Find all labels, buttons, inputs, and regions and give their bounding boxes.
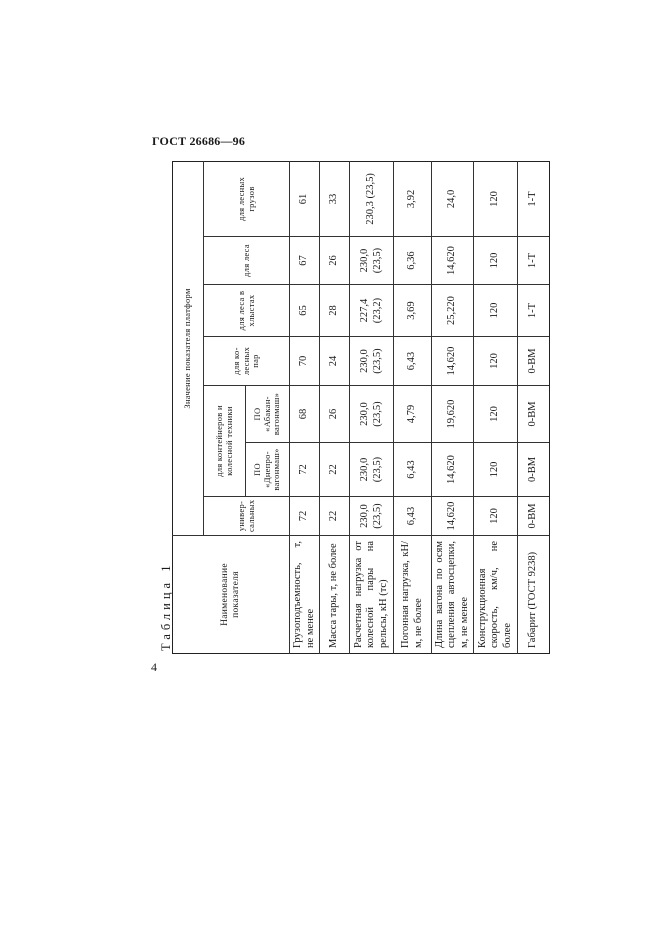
table-cell: 0-ВМ [518,386,550,443]
table-cell: 6,43 [394,337,432,386]
page-number: 4 [151,660,157,674]
table-cell: 1-Т [518,161,550,236]
table-cell: 14,620 [432,497,474,536]
table-cell: 230,0 (23,5) [350,497,394,536]
table-cell: 0-ВМ [518,337,550,386]
rotated-table-container [172,162,539,654]
table-cell: 6,43 [394,497,432,536]
table-cell: 22 [320,497,350,536]
column-header-platform-values: Значение показателя платформ [173,161,204,535]
table-cell: 65 [290,285,320,337]
table-cell: 70 [290,337,320,386]
row-name-gauge: Габарит (ГОСТ 9238) [518,536,550,654]
row-name-design-speed: Конструкционная скорость, км/ч, не более [474,536,518,654]
table-cell: 14,620 [432,337,474,386]
table-cell: 14,620 [432,237,474,285]
table-cell: 120 [474,443,518,497]
table-cell: 72 [290,443,320,497]
table-cell: 230,0 (23,5) [350,237,394,285]
table-row [320,161,350,653]
table-cell: 1-Т [518,285,550,337]
column-header-timber-classes: для леса в хлыстах [204,285,290,337]
table-cell: 230,0 (23,5) [350,386,394,443]
table-cell: 227,4 (23,2) [350,285,394,337]
table-cell: 33 [320,161,350,236]
table-cell: 120 [474,497,518,536]
table-cell: 6,43 [394,443,432,497]
table-row [432,161,474,653]
column-header-containers-group: для контейнеров и колесной техники [204,386,246,497]
table-cell: 0-ВМ [518,443,550,497]
table-cell: 68 [290,386,320,443]
table-cell: 120 [474,337,518,386]
table-cell: 26 [320,386,350,443]
table-row [290,161,320,653]
table-cell: 4,79 [394,386,432,443]
table-cell: 19,620 [432,386,474,443]
table-cell: 3,92 [394,161,432,236]
table-cell: 28 [320,285,350,337]
table-cell: 24,0 [432,161,474,236]
row-name-wagon-length: Длина вагона по осям сцепления автосцепки, м, не менее [432,536,474,654]
table-cell: 14,620 [432,443,474,497]
table-cell: 6,36 [394,237,432,285]
table-cell: 22 [320,443,350,497]
table-row [474,161,518,653]
column-header-wheel-pairs: для ко-лесных пар [204,337,290,386]
column-header-indicator-name: Наименование показателя [173,536,290,654]
column-header-universal: универ-сальных [204,497,290,536]
row-name-tare-mass: Масса тары, т, не более [320,536,350,654]
table-cell: 120 [474,237,518,285]
row-name-capacity: Грузоподъемность, т, не менее [290,536,320,654]
table-cell: 25,220 [432,285,474,337]
table-cell: 120 [474,285,518,337]
specification-table [172,161,550,654]
table-cell: 24 [320,337,350,386]
table-cell: 120 [474,161,518,236]
column-header-dnepro: ПО «Днепро-вагонмаш» [246,443,290,497]
table-cell: 120 [474,386,518,443]
table-cell: 230,0 (23,5) [350,337,394,386]
table-row [518,161,550,653]
document-header-title: ГОСТ 26686—96 [152,134,246,148]
table-cell: 230,3 (23,5) [350,161,394,236]
column-header-abakan: ПО «Абакан-вагонмаш» [246,386,290,443]
column-header-timber-cargo: для лесных грузов [204,161,290,236]
table-cell: 61 [290,161,320,236]
column-header-timber: для леса [204,237,290,285]
table-cell: 72 [290,497,320,536]
table-cell: 1-Т [518,237,550,285]
table-cell: 26 [320,237,350,285]
table-row [350,161,394,653]
table-cell: 67 [290,237,320,285]
table-cell: 0-ВМ [518,497,550,536]
table-caption: Таблица 1 [159,561,173,651]
table-cell: 230,0 (23,5) [350,443,394,497]
row-name-axle-load: Расчетная нагрузка от колесной пары на рельсы, кН (тс) [350,536,394,654]
table-row [394,161,432,653]
row-name-linear-load: Погонная нагрузка, кН/м, не более [394,536,432,654]
table-cell: 3,69 [394,285,432,337]
